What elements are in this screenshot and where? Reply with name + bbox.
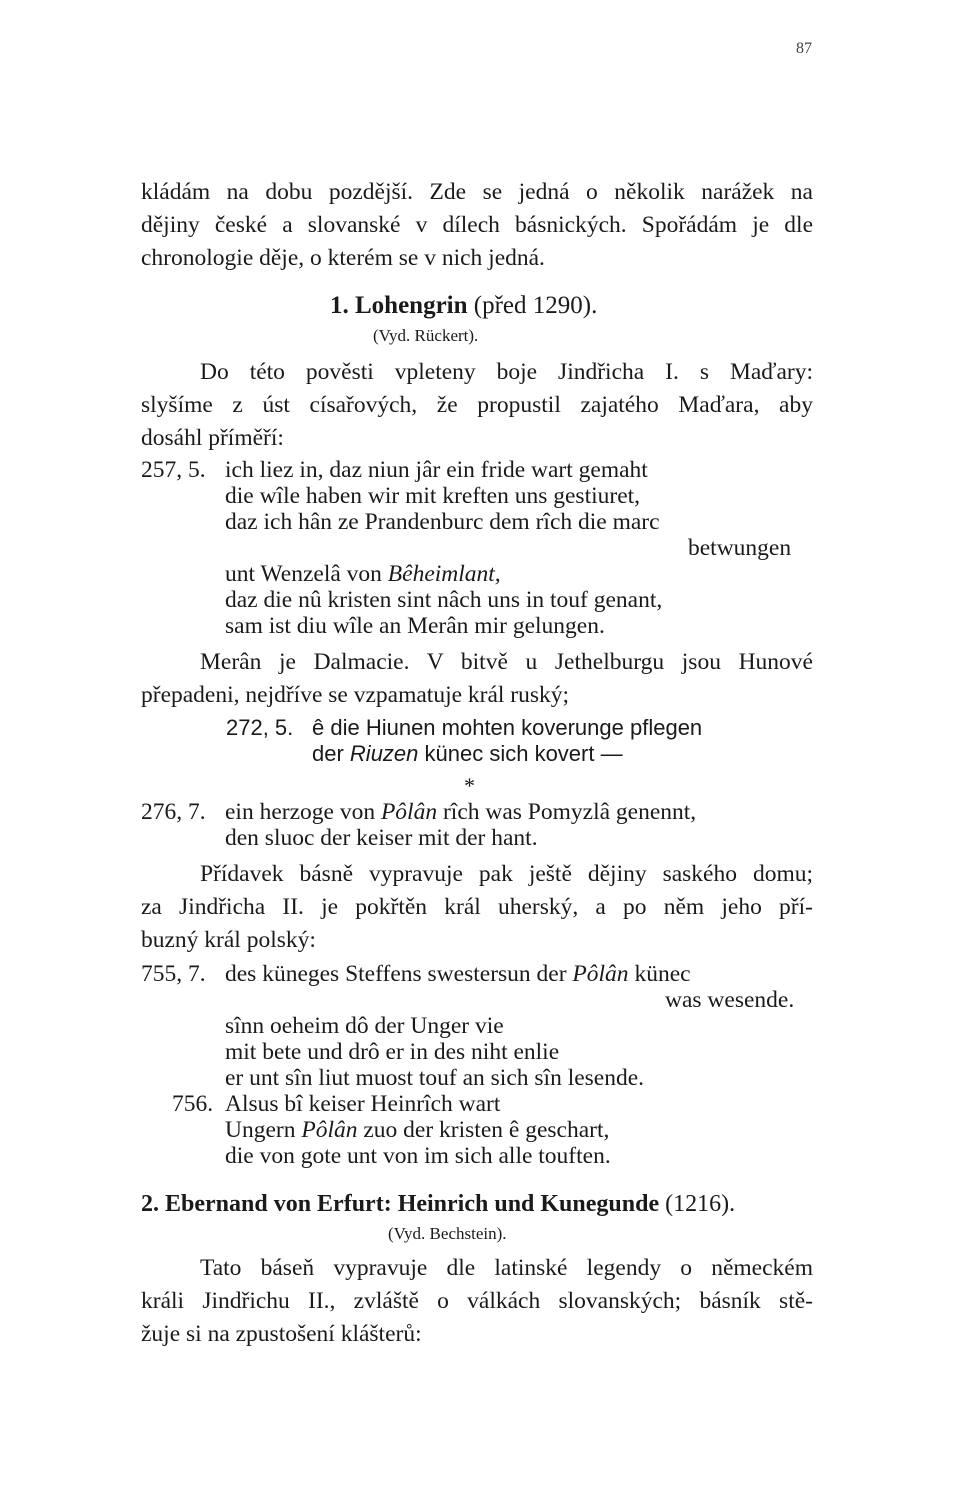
verse-text-italic: Bêheimlant, bbox=[387, 561, 501, 587]
paragraph-line: žuje si na zpustošení klášterů: bbox=[141, 1321, 422, 1347]
verse-line: er unt sîn liut muost touf an sich sîn lesende. bbox=[225, 1065, 645, 1091]
section-date: (1216). bbox=[665, 1191, 736, 1217]
verse-line: die wîle haben wir mit kreften uns gestiuret, bbox=[225, 483, 641, 509]
verse-text: Ungern bbox=[225, 1117, 302, 1143]
verse-line: den sluoc der keiser mit der hant. bbox=[225, 825, 538, 851]
paragraph-line: Tato báseň vypravuje dle latinské legendy o německém bbox=[200, 1255, 813, 1281]
verse-reference: 756. bbox=[172, 1091, 214, 1117]
verse-reference: 257, 5. bbox=[141, 457, 206, 483]
verse-line: sînn oeheim dô der Unger vie bbox=[225, 1013, 504, 1039]
verse-reference: 755, 7. bbox=[141, 961, 206, 987]
paragraph-line: chronologie děje, o kterém se v nich jedná. bbox=[141, 245, 545, 271]
verse-line: mit bete und drô er in des niht enlie bbox=[225, 1039, 560, 1065]
asterisk-divider: * bbox=[464, 773, 475, 798]
section-number: 1. bbox=[330, 292, 349, 319]
paragraph-line: za Jindřicha II. je pokřtěn král uherský, a po něm jeho pří- bbox=[141, 894, 813, 920]
verse-text: ê die Hiunen mohten koverunge pflegen bbox=[312, 715, 703, 740]
verse-line bbox=[226, 714, 702, 742]
verse-text: rîch was Pomyzlâ genennt, bbox=[437, 799, 697, 825]
edition-note: (Vyd. Rückert). bbox=[373, 326, 479, 345]
verse-text: unt Wenzelâ von bbox=[225, 561, 388, 587]
paragraph-line: přepadeni, nejdříve se vzpamatuje král ruský; bbox=[141, 682, 570, 708]
verse-line bbox=[225, 1116, 609, 1144]
paragraph-line: Přídavek básně vypravuje pak ještě dějiny saského domu; bbox=[200, 861, 813, 887]
verse-text: künec sich kovert — bbox=[418, 741, 623, 766]
edition-note: (Vyd. Bechstein). bbox=[388, 1224, 507, 1243]
verse-reference: 272, 5. bbox=[226, 715, 294, 740]
paragraph-line: Merân je Dalmacie. V bitvě u Jethelburgu jsou Hunové bbox=[200, 649, 813, 675]
verse-line: was wesende. bbox=[665, 987, 795, 1013]
verse-text-italic: Pôlân bbox=[572, 961, 629, 987]
verse-text-italic: Pôlân bbox=[380, 799, 438, 825]
verse-text: der bbox=[312, 741, 350, 766]
verse-line bbox=[312, 740, 623, 768]
verse-line: die von gote unt von im sich alle touften. bbox=[225, 1143, 611, 1169]
verse-line bbox=[225, 560, 501, 588]
page-number: 87 bbox=[796, 40, 812, 57]
verse-line: daz die nû kristen sint nâch uns in touf genant, bbox=[225, 587, 663, 613]
verse-text: Alsus bî keiser Heinrîch wart bbox=[225, 1091, 501, 1117]
paragraph-line: buzný král polský: bbox=[141, 927, 316, 953]
section-number: 2. bbox=[141, 1191, 159, 1217]
verse-text-italic: Riuzen bbox=[349, 741, 419, 766]
section-heading bbox=[141, 1190, 735, 1218]
verse-line bbox=[141, 798, 696, 826]
verse-line: sam ist diu wîle an Merân mir gelungen. bbox=[225, 613, 605, 639]
section-date: (před 1290). bbox=[473, 292, 598, 319]
verse-text: ein herzoge von bbox=[225, 799, 381, 825]
section-title: Lohengrin bbox=[355, 292, 468, 319]
verse-line bbox=[172, 1090, 500, 1118]
verse-line bbox=[141, 960, 691, 988]
section-heading bbox=[330, 292, 597, 320]
paragraph-line: Do této pověsti vpleteny boje Jindřicha I. s Maďary: bbox=[200, 359, 813, 385]
verse-text: künec bbox=[628, 961, 691, 987]
verse-line: daz ich hân ze Prandenburc dem rîch die marc bbox=[225, 509, 660, 535]
paragraph-line: králi Jindřichu II., zvláště o válkách slovanských; básník stě- bbox=[141, 1288, 813, 1314]
verse-text: ich liez in, daz niun jâr ein fride wart gemaht bbox=[225, 457, 648, 483]
paragraph-line: kládám na dobu pozdější. Zde se jedná o několik narážek na bbox=[141, 179, 813, 205]
verse-text: des küneges Steffens swestersun der bbox=[225, 961, 573, 987]
section-title: Ebernand von Erfurt: Heinrich und Kunegunde bbox=[165, 1191, 660, 1217]
paragraph-line: dosáhl příměří: bbox=[141, 425, 284, 451]
verse-text: zuo der kristen ê geschart, bbox=[357, 1117, 610, 1143]
verse-reference: 276, 7. bbox=[141, 799, 206, 825]
paragraph-line: slyšíme z úst císařových, že propustil zajatého Maďara, aby bbox=[141, 392, 813, 418]
verse-line: betwungen bbox=[688, 535, 792, 561]
verse-text-italic: Pôlân bbox=[301, 1117, 358, 1143]
verse-line bbox=[141, 456, 648, 484]
paragraph-line: dějiny české a slovanské v dílech básnických. Spořádám je dle bbox=[141, 212, 813, 238]
